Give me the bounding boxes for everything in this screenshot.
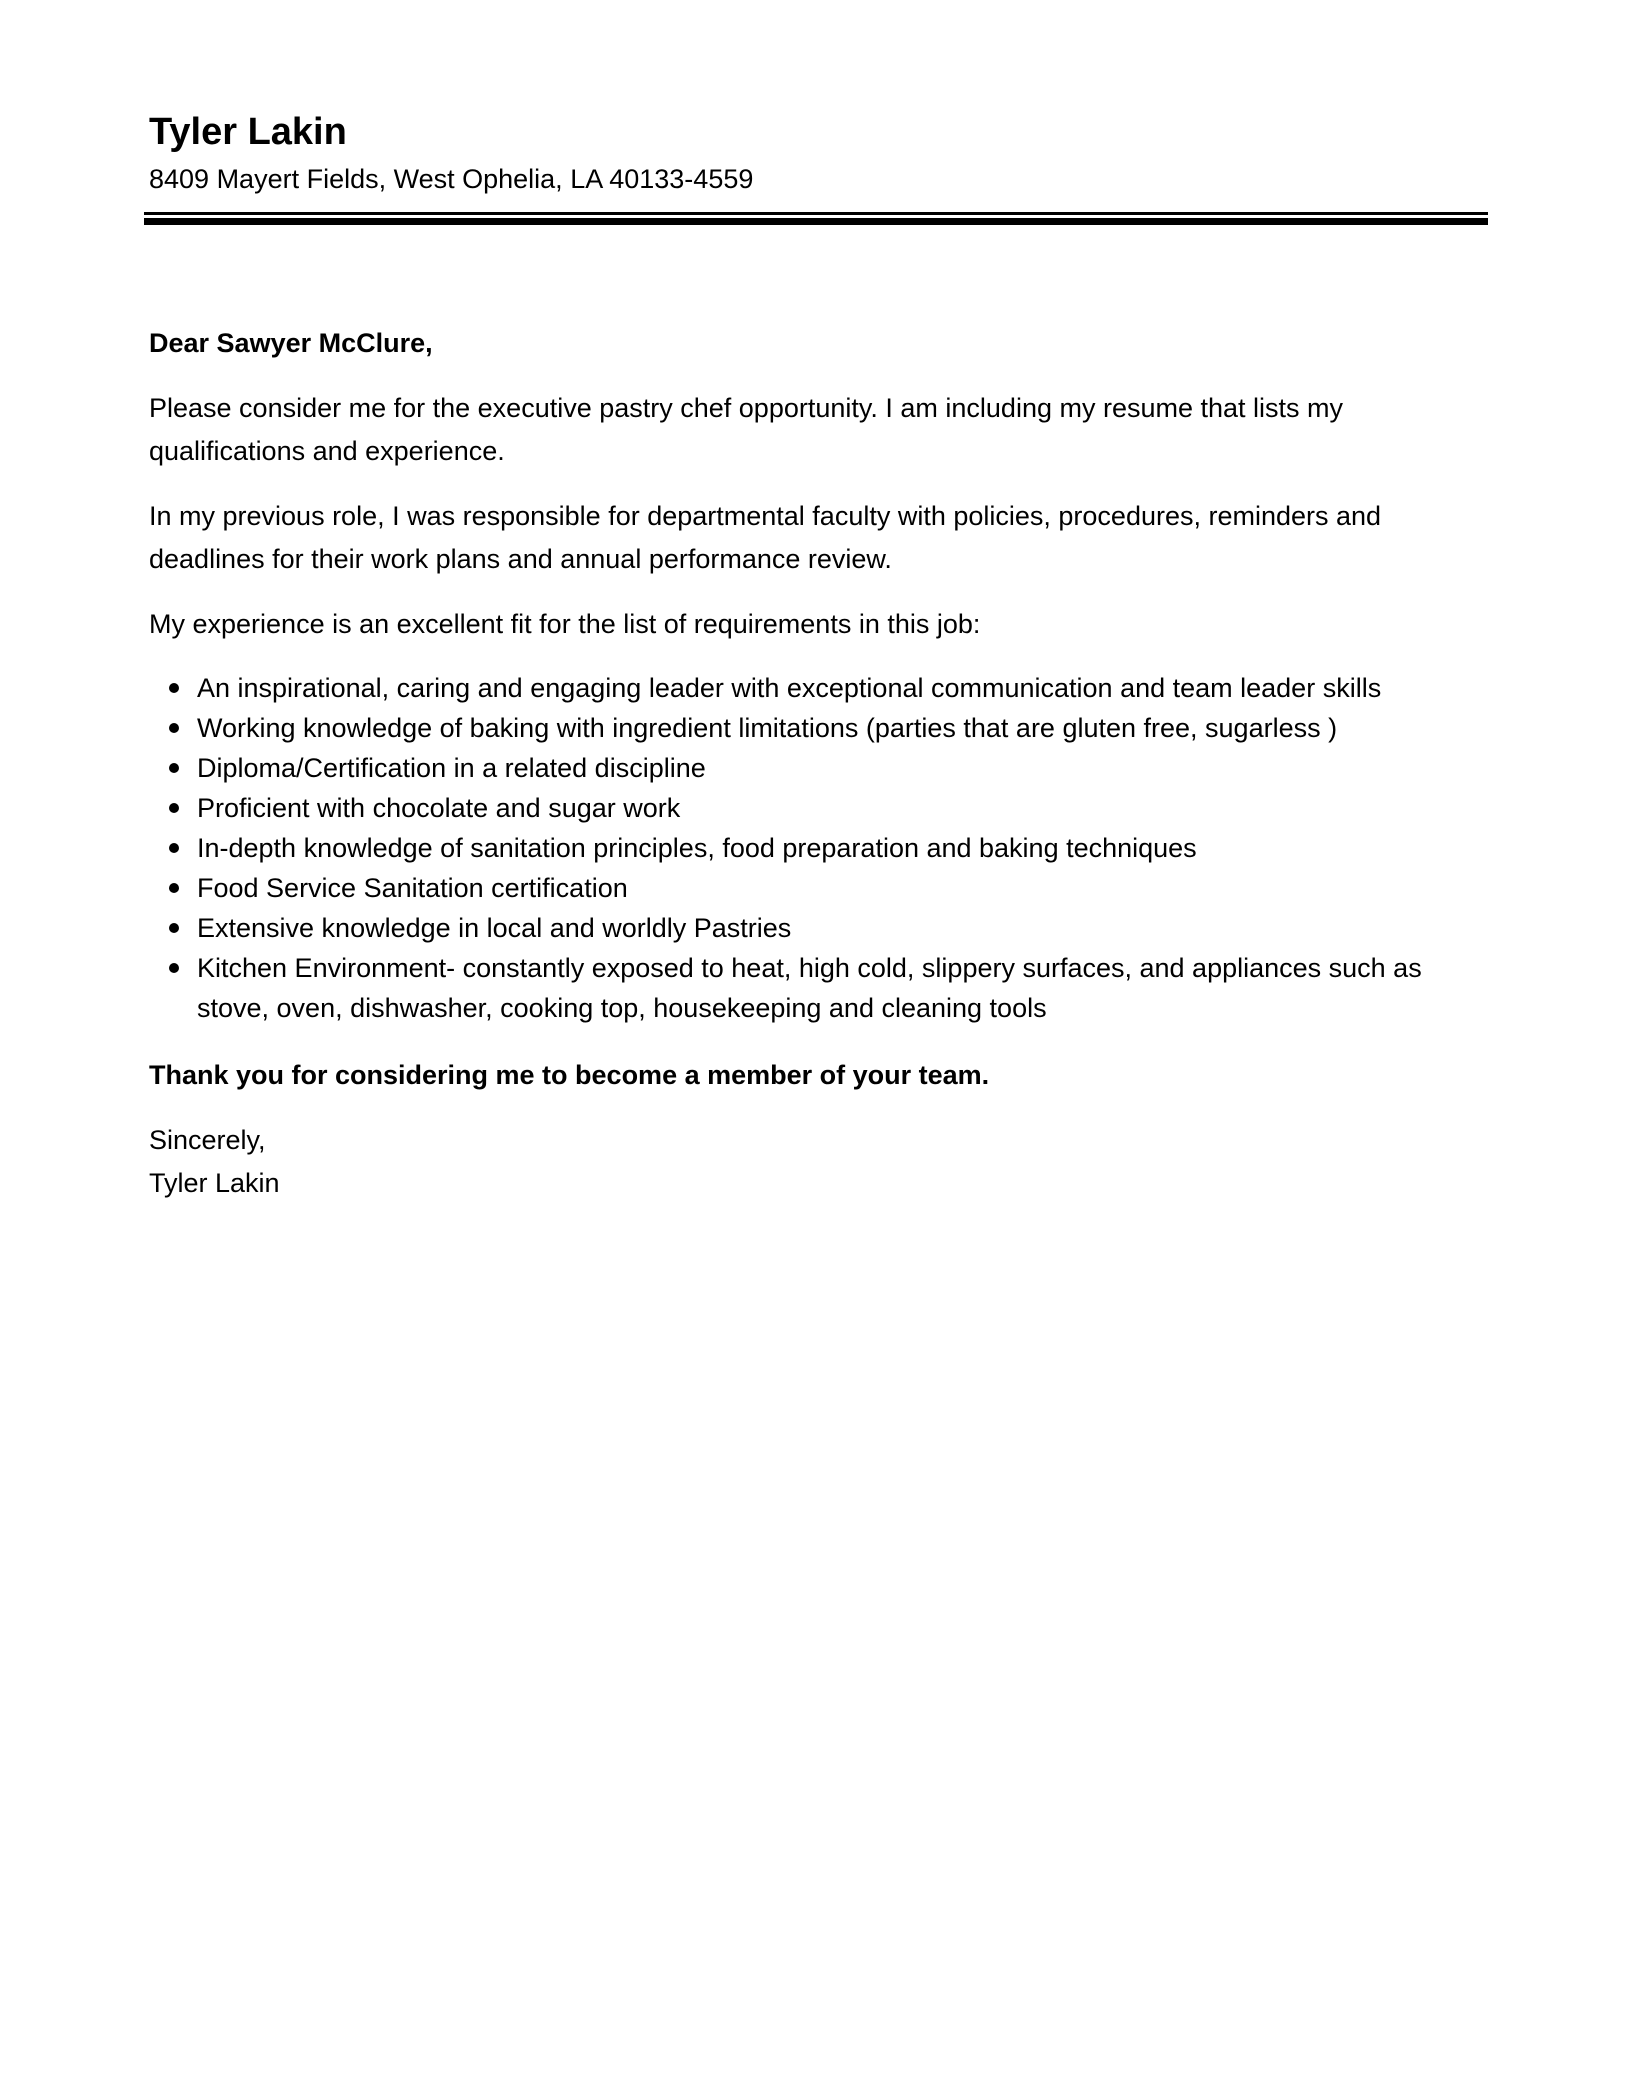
list-item-text: Proficient with chocolate and sugar work: [197, 793, 681, 823]
requirements-list: [149, 668, 1489, 1028]
bullet-icon: [169, 683, 179, 693]
header-divider: [144, 212, 1488, 225]
list-item: [149, 868, 1489, 908]
paragraph-intro: Please consider me for the executive pastry chef opportunity. I am including my resume that lists my qualifications and experience.: [149, 393, 1344, 466]
list-item-text: Diploma/Certification in a related discipline: [197, 753, 706, 783]
sender-name: Tyler Lakin: [149, 111, 347, 153]
list-item-text: Food Service Sanitation certification: [197, 873, 628, 903]
letterhead: [149, 108, 1489, 198]
list-item-text: Extensive knowledge in local and worldly Pastries: [197, 913, 792, 943]
bullet-icon: [169, 923, 179, 933]
list-item-text: An inspirational, caring and engaging leader with exceptional communication and team leader skills: [197, 673, 1382, 703]
bullet-icon: [169, 803, 179, 813]
list-item: [149, 668, 1489, 708]
bullet-icon: [169, 843, 179, 853]
list-item-text: Working knowledge of baking with ingredient limitations (parties that are gluten free, sugarless ): [197, 713, 1338, 743]
paragraph-previous-role: In my previous role, I was responsible for departmental faculty with policies, procedures, reminders and deadlines for their work plans and annual performance review.: [149, 501, 1382, 574]
list-item: [149, 908, 1489, 948]
bullet-icon: [169, 883, 179, 893]
bullet-icon: [169, 723, 179, 733]
bullet-icon: [169, 963, 179, 973]
list-item: [149, 948, 1489, 1028]
paragraph-requirements-lead: My experience is an excellent fit for the list of requirements in this job:: [149, 609, 981, 639]
signature-name: Tyler Lakin: [149, 1168, 280, 1198]
signoff: Sincerely,: [149, 1125, 266, 1155]
list-item: [149, 708, 1489, 748]
list-item-text: In-depth knowledge of sanitation principles, food preparation and baking techniques: [197, 833, 1197, 863]
divider-thick-line: [144, 218, 1488, 225]
list-item: [149, 748, 1489, 788]
letter-body: [149, 322, 1489, 1205]
list-item-text: Kitchen Environment- constantly exposed to heat, high cold, slippery surfaces, and appliances such as stove, oven, dishwasher, cooking top, housekeeping and cleaning tools: [197, 953, 1422, 1023]
list-item: [149, 788, 1489, 828]
list-item: [149, 828, 1489, 868]
bullet-icon: [169, 763, 179, 773]
salutation: Dear Sawyer McClure,: [149, 328, 433, 358]
closing-statement: Thank you for considering me to become a member of your team.: [149, 1060, 990, 1090]
sender-address: 8409 Mayert Fields, West Ophelia, LA 40133-4559: [149, 164, 754, 194]
